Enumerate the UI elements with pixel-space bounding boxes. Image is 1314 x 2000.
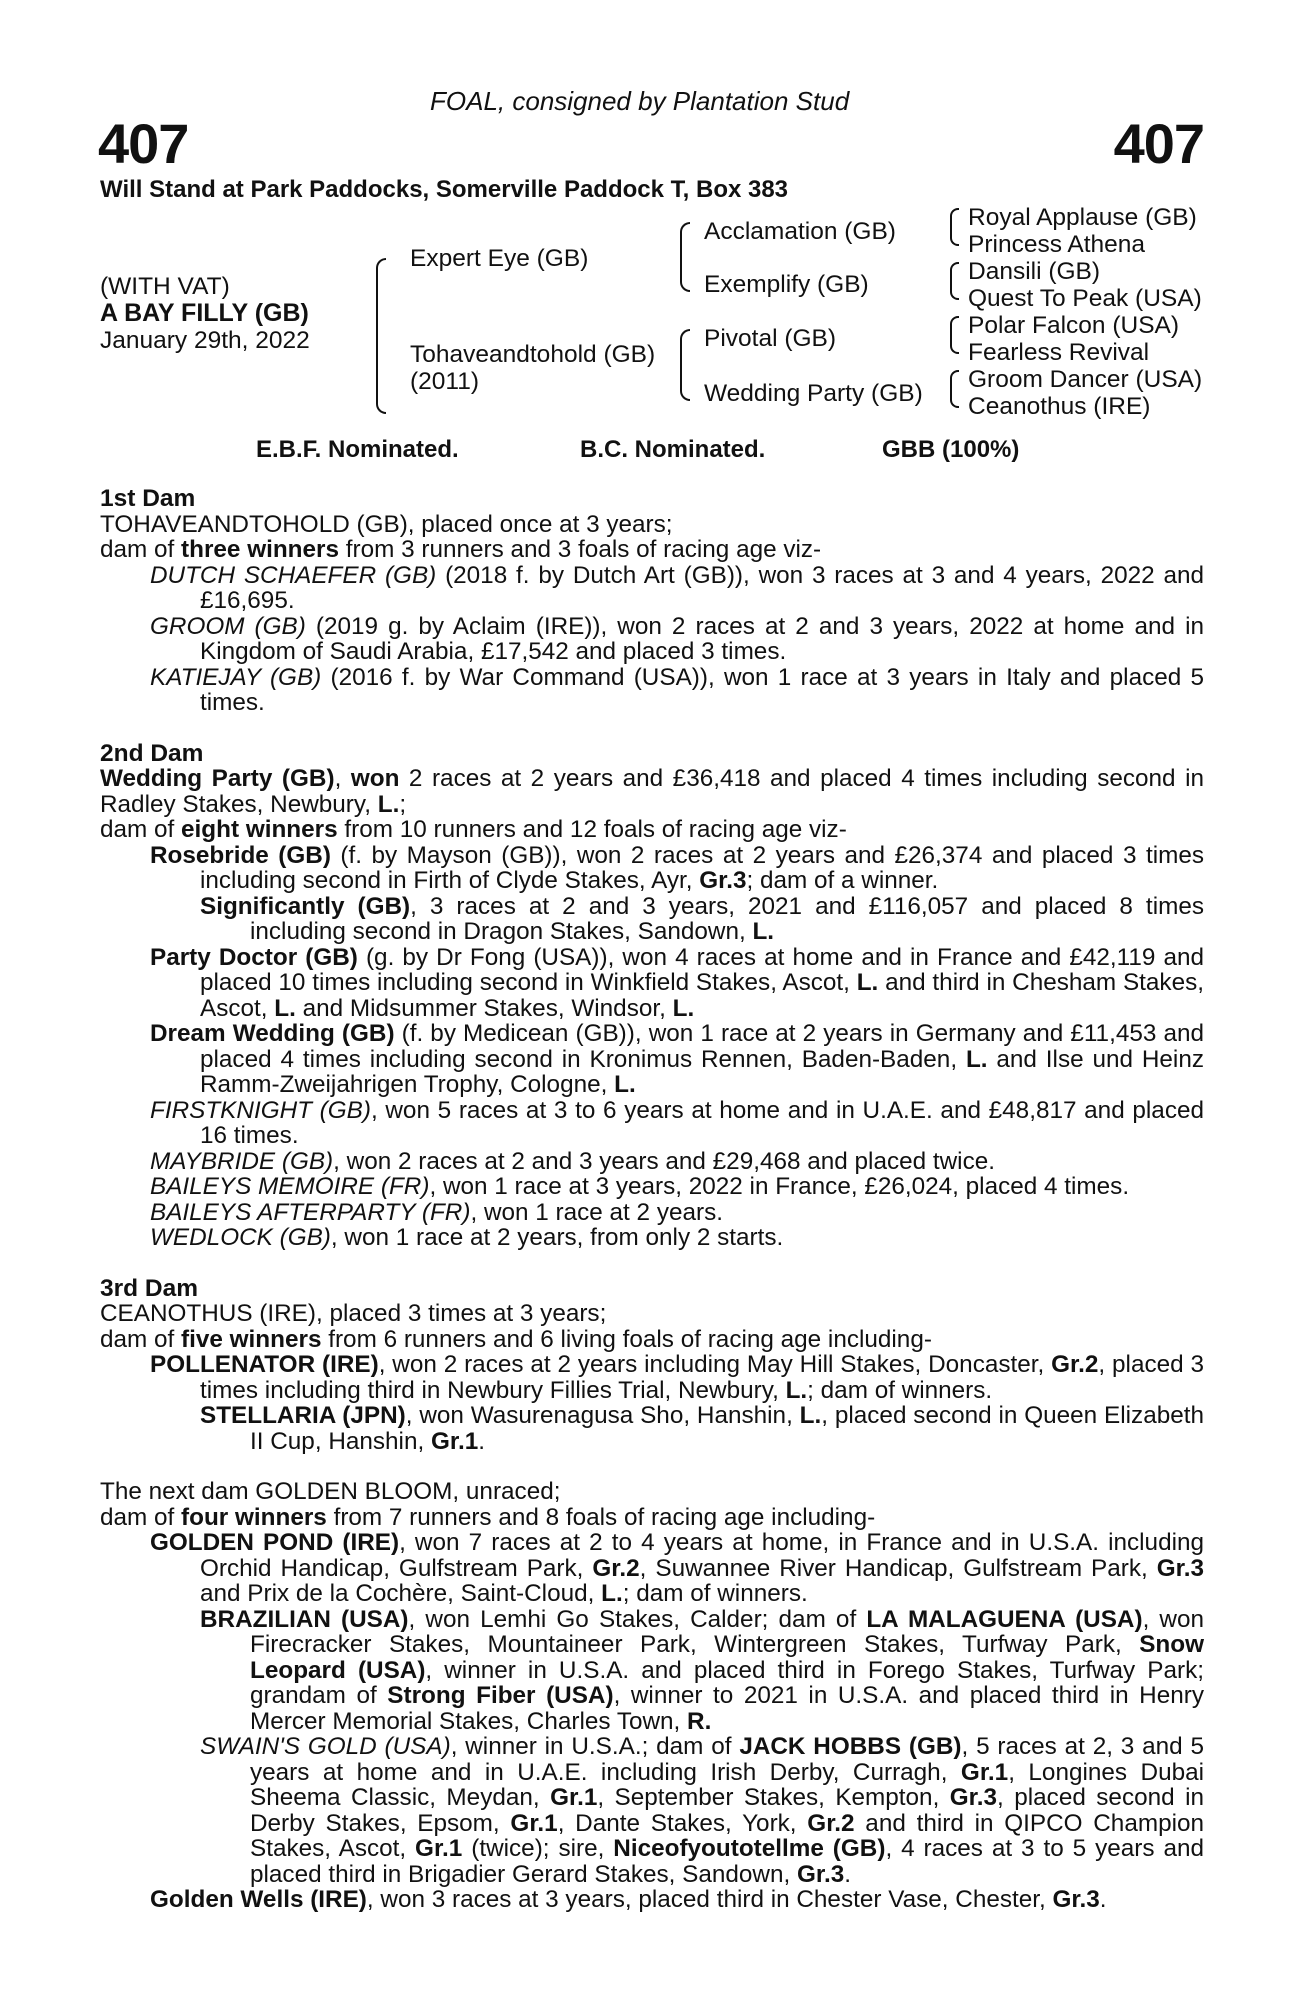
pedigree-bracket-dam: [680, 329, 690, 401]
text-paragraph: dam of three winners from 3 runners and 3 foals of racing age viz-: [100, 536, 822, 563]
dam-name: Tohaveandtohold (GB): [410, 341, 656, 368]
section-gap: [100, 716, 1204, 741]
dam-sire-dam: Fearless Revival: [968, 339, 1150, 366]
pedigree-bracket-g3-2: [950, 262, 959, 300]
stand-location: Will Stand at Park Paddocks, Somerville Paddock T, Box 383: [100, 176, 789, 203]
dam-sire: Pivotal (GB): [704, 325, 837, 352]
gbb-rating: GBB (100%): [882, 436, 1020, 463]
text-paragraph: Significantly (GB), 3 races at 2 and 3 years, 2021 and £116,057 and placed 8 times including second in Dragon Stakes, Sandown, L.: [200, 892, 1204, 945]
horse-dob: January 29th, 2022: [100, 327, 310, 354]
text-paragraph: Wedding Party (GB), won 2 races at 2 years and £36,418 and placed 4 times including second in Radley Stakes, Newbury, L.;: [100, 765, 1204, 818]
sire-sire-dam: Princess Athena: [968, 231, 1146, 258]
text-paragraph: BRAZILIAN (USA), won Lemhi Go Stakes, Calder; dam of LA MALAGUENA (USA), won Firecracker Stakes, Mountaineer Park, Wintergreen Stakes, Turfway Park, Snow Leopard (USA), winner in U.S.A. and placed third in Forego Stakes, Turfway Park; grandam of Strong Fiber (USA), winner to 2021 in U.S.A. and placed third in Henry Mercer Memorial Stakes, Charles Town, R.: [200, 1605, 1205, 1735]
text-paragraph: dam of eight winners from 10 runners and 12 foals of racing age viz-: [100, 816, 847, 843]
text-paragraph: Rosebride (GB) (f. by Mayson (GB)), won 2 races at 2 years and £26,374 and placed 3 times including second in Firth of Clyde Stakes, Ayr, Gr.3; dam of a winner.: [150, 841, 1204, 894]
text-paragraph: GOLDEN POND (IRE), won 7 races at 2 to 4 years at home, in France and in U.S.A. including Orchid Handicap, Gulfstream Park, Gr.2, Suwannee River Handicap, Gulfstream Park, Gr.3 and Prix de la Cochère, Saint-Cloud, L.; dam of winners.: [150, 1529, 1205, 1607]
sire-dam-dam: Quest To Peak (USA): [968, 285, 1202, 312]
text-paragraph: TOHAVEANDTOHOLD (GB), placed once at 3 years;: [100, 510, 673, 538]
sire-sire: Acclamation (GB): [704, 218, 896, 245]
dam-dam: Wedding Party (GB): [704, 380, 923, 407]
section-heading: 1st Dam: [100, 485, 196, 512]
sire-dam: Exemplify (GB): [704, 271, 869, 298]
pedigree-bracket-gen1: [376, 258, 386, 414]
text-paragraph: dam of five winners from 6 runners and 6 living foals of racing age including-: [100, 1325, 932, 1353]
text-paragraph: dam of four winners from 7 runners and 8 foals of racing age including-: [100, 1503, 876, 1531]
text-paragraph: Dream Wedding (GB) (f. by Medicean (GB)), won 1 race at 2 years in Germany and £11,453 and placed 4 times including second in Kronimus Rennen, Baden-Baden, L. and Ilse und Heinz Ramm-Zweijahrigen Trophy, Cologne, L.: [150, 1020, 1204, 1098]
text-paragraph: CEANOTHUS (IRE), placed 3 times at 3 years;: [100, 1300, 607, 1327]
text-paragraph: SWAIN'S GOLD (USA), winner in U.S.A.; dam of JACK HOBBS (GB), 5 races at 2, 3 and 5 years at home and in U.A.E. including Irish Derby, Curragh, Gr.1, Longines Dubai Sheema Classic, Meydan, Gr.1, September Stakes, Kempton, Gr.3, placed second in Derby Stakes, Epsom, Gr.1, Dante Stakes, York, Gr.2 and third in QIPCO Champion Stakes, Ascot, Gr.1 (twice); sire, Niceofyoutotellme (GB), 4 races at 3 to 5 years and placed third in Brigadier Gerard Stakes, Sandown, Gr.3.: [200, 1733, 1205, 1888]
lot-number-right: 407: [1113, 112, 1204, 175]
text-paragraph: BAILEYS AFTERPARTY (FR), won 1 race at 2 years.: [150, 1198, 723, 1226]
ebf-nomination: E.B.F. Nominated.: [256, 436, 459, 463]
text-paragraph: Party Doctor (GB) (g. by Dr Fong (USA)), won 4 races at home and in France and £42,119 and placed 10 times including second in Winkfield Stakes, Ascot, L. and third in Chesham Stakes, Ascot, L. and Midsummer Stakes, Windsor, L.: [150, 943, 1204, 1022]
pedigree-bracket-g3-3: [950, 316, 959, 354]
text-paragraph: POLLENATOR (IRE), won 2 races at 2 years including May Hill Stakes, Doncaster, Gr.2, placed 3 times including third in Newbury Fillies Trial, Newbury, L.; dam of winners.: [150, 1351, 1204, 1404]
text-paragraph: MAYBRIDE (GB), won 2 races at 2 and 3 years and £29,468 and placed twice.: [150, 1147, 995, 1175]
text-paragraph: BAILEYS MEMOIRE (FR), won 1 race at 3 years, 2022 in France, £26,024, placed 4 times.: [150, 1173, 1130, 1200]
bc-nomination: B.C. Nominated.: [580, 436, 766, 463]
section-gap: [100, 1454, 1204, 1479]
dam-dam-dam: Ceanothus (IRE): [968, 393, 1151, 420]
text-paragraph: FIRSTKNIGHT (GB), won 5 races at 3 to 6 years at home and in U.A.E. and £48,817 and placed 16 times.: [150, 1096, 1204, 1149]
pedigree-bracket-sire: [680, 222, 690, 292]
dam-dam-sire: Groom Dancer (USA): [968, 366, 1203, 393]
text-paragraph: WEDLOCK (GB), won 1 race at 2 years, from only 2 starts.: [150, 1224, 784, 1251]
sire-sire-sire: Royal Applause (GB): [968, 204, 1197, 231]
text-paragraph: The next dam GOLDEN BLOOM, unraced;: [100, 1478, 561, 1505]
pedigree-bracket-g3-4: [950, 370, 959, 408]
vat-note: (WITH VAT): [100, 273, 230, 300]
text-paragraph: GROOM (GB) (2019 g. by Aclaim (IRE)), won 2 races at 2 and 3 years, 2022 at home and in Kingdom of Saudi Arabia, £17,542 and placed 3 times.: [150, 612, 1204, 665]
text-paragraph: Golden Wells (IRE), won 3 races at 3 years, placed third in Chester Vase, Chester, Gr.3.: [150, 1886, 1107, 1913]
text-paragraph: DUTCH SCHAEFER (GB) (2018 f. by Dutch Art (GB)), won 3 races at 3 and 4 years, 2022 and £16,695.: [150, 561, 1204, 614]
dam-sire-sire: Polar Falcon (USA): [968, 312, 1180, 339]
section-heading: 2nd Dam: [100, 739, 204, 767]
horse-name-text: A BAY FILLY (GB): [100, 299, 309, 327]
text-paragraph: KATIEJAY (GB) (2016 f. by War Command (USA)), won 1 race at 3 years in Italy and placed 5 times.: [150, 663, 1205, 716]
section-gap: [100, 1251, 1204, 1276]
sire-name: Expert Eye (GB): [410, 245, 589, 272]
sire-dam-sire: Dansili (GB): [968, 258, 1101, 285]
pedigree-bracket-g3-1: [950, 208, 959, 246]
lot-number-left: 407: [98, 112, 189, 175]
catalogue-body: [100, 486, 1204, 1913]
dam-year: (2011): [410, 368, 480, 395]
consignment-line: FOAL, consigned by Plantation Stud: [430, 86, 850, 116]
text-paragraph: STELLARIA (JPN), won Wasurenagusa Sho, Hanshin, L., placed second in Queen Elizabeth II Cup, Hanshin, Gr.1.: [200, 1402, 1204, 1455]
section-heading: 3rd Dam: [100, 1274, 199, 1302]
horse-name: [100, 300, 309, 327]
